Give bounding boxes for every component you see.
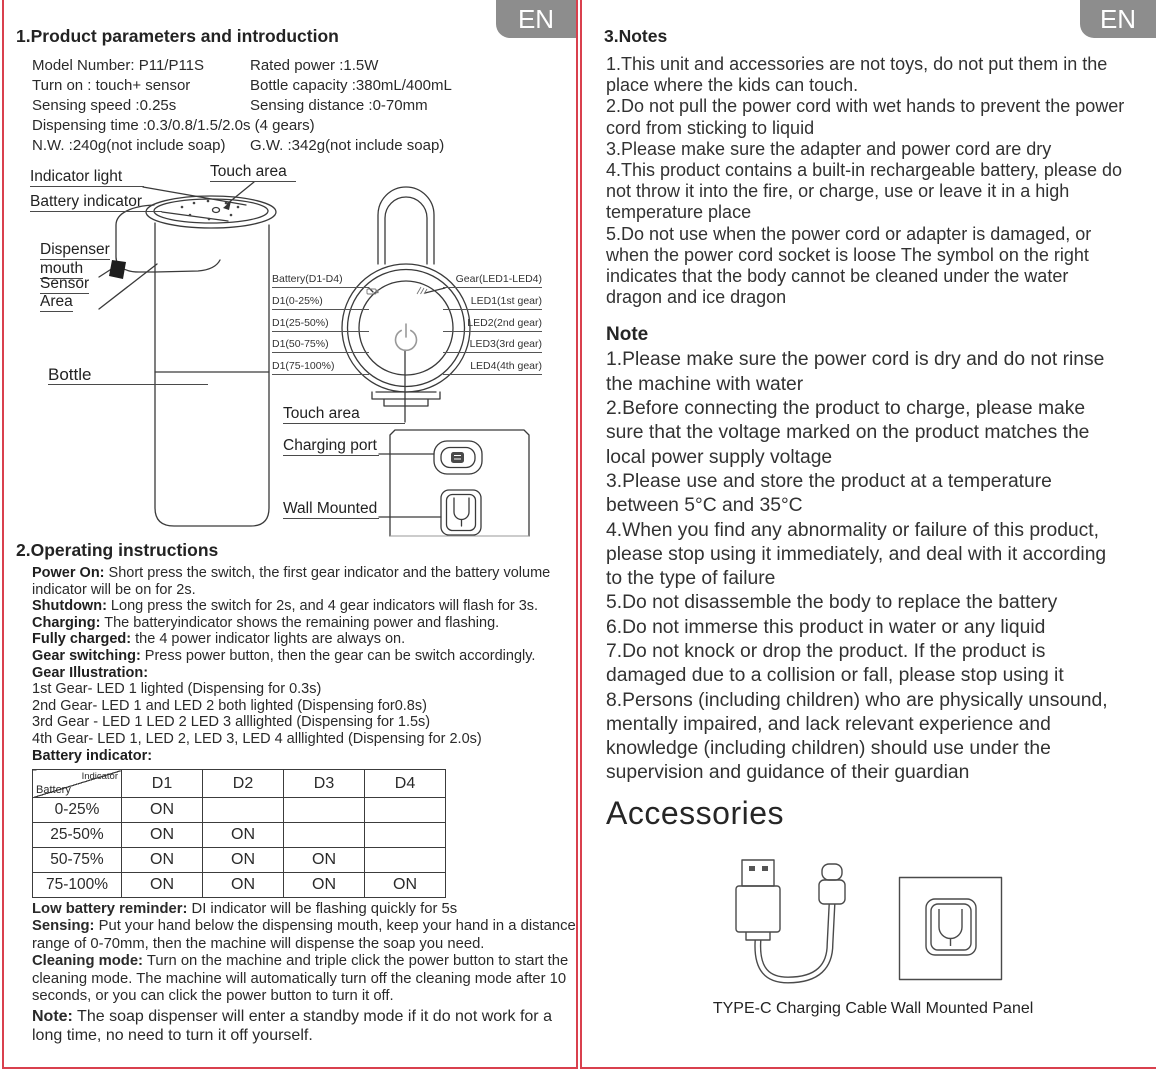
table-row: 75-100% ON ON ON ON — [33, 873, 446, 898]
section3-title: 3.Notes — [604, 26, 668, 46]
label-gear-led-4: LED4(4th gear) — [443, 360, 542, 375]
table-row: 50-75% ON ON ON — [33, 848, 446, 873]
label-gear-led-1: LED1(1st gear) — [443, 295, 542, 310]
instruction-line: Power On: Short press the switch, the first gear indicator and the battery volume indicator will be on for 2s. — [32, 565, 551, 598]
instruction-line: Fully charged: the 4 power indicator lights are always on. — [32, 631, 406, 648]
param-speed: Sensing speed :0.25s — [32, 97, 177, 114]
note-item: 1.Please make sure the power cord is dry and do not rinse the machine with water — [606, 349, 1105, 395]
table-corner-cell: Indicator Battery — [33, 770, 122, 798]
param-capacity: Bottle capacity :380mL/400mL — [250, 77, 452, 94]
note-item: 5.Do not disassemble the body to replace the battery — [606, 592, 1058, 614]
language-tab-right: EN — [1080, 0, 1156, 38]
table-header-row — [33, 770, 446, 798]
param-row — [32, 76, 562, 96]
label-touch-area-bottom: Touch area — [283, 405, 405, 424]
usb-a-plug-icon — [742, 860, 774, 886]
table-row: 25-50% ON ON — [33, 823, 446, 848]
language-tab-left: EN — [496, 0, 576, 38]
label-battery-level-1: D1(0-25%) — [272, 295, 369, 310]
label-charging-port: Charging port — [283, 437, 379, 456]
param-distance: Sensing distance :0-70mm — [250, 97, 428, 114]
page-right — [580, 0, 1156, 1069]
notes-text — [606, 54, 1127, 786]
column-header-d2: D2 — [203, 770, 284, 798]
gear-line: 2nd Gear- LED 1 and LED 2 both lighted (Dispensing for0.8s) — [32, 697, 427, 714]
instruction-line: Gear Illustration: — [32, 664, 149, 681]
label-battery-level-3: D1(50-75%) — [272, 338, 369, 353]
notes-item: 5.Do not use when the power cord or adapter is damaged, or when the power cord socket is loose The symbol on the right indicates that the body cannot be cleaned under the water dragon and ice dragon — [606, 223, 1092, 308]
note-item: 8.Persons (including children) who are physically unsound, mentally impaired, and lack relevant experience and knowledge (including children) should use under the supervision and guidance of their guardian — [606, 689, 1108, 784]
gear-line: 4th Gear- LED 1, LED 2, LED 3, LED 4 alllighted (Dispensing for 2.0s) — [32, 730, 482, 747]
note-line: Sensing: Put your hand below the dispensing mouth, keep your hand in a distance range of 0-70mm, then the machine will dispense the soap you need. — [32, 918, 576, 952]
label-sensor-area-1: Sensor — [40, 275, 90, 292]
param-row — [32, 96, 562, 116]
note-line: Note: The soap dispenser will enter a standby mode if it do not work for a long time, no need to turn it off yourself. — [32, 1008, 552, 1045]
table-row: 0-25% ON — [33, 798, 446, 823]
label-battery-level-4: D1(75-100%) — [272, 360, 369, 375]
type-c-cable-illustration — [710, 858, 890, 990]
label-gear-led-2: LED2(2nd gear) — [443, 317, 542, 332]
label-dispenser-mouth-2: mouth — [40, 260, 84, 277]
notes-item: 1.This unit and accessories are not toys, do not put them in the place where the kids can touch. — [606, 54, 1108, 96]
gear-line: 3rd Gear - LED 1 LED 2 LED 3 alllighted (Dispensing for 1.5s) — [32, 714, 431, 731]
section1-title: 1.Product parameters and introduction — [16, 26, 339, 46]
notes-item: 2.Do not pull the power cord with wet hands to prevent the power cord from sticking to liquid — [606, 96, 1125, 138]
charging-port-icon — [451, 452, 464, 463]
param-row — [32, 56, 562, 76]
label-sensor-area-2: Area — [40, 293, 73, 310]
label-battery-group: Battery(D1-D4) — [272, 273, 369, 288]
power-icon — [395, 324, 416, 350]
cable-caption: TYPE-C Charging Cable — [712, 1000, 888, 1017]
param-power: Rated power :1.5W — [250, 57, 379, 74]
note-line: Cleaning mode: Turn on the machine and triple click the power button to start the cleaning mode. The machine will automatically turn off the cleaning mode after 10 seconds, or you can click the power button to turn it off. — [32, 953, 569, 1005]
dispenser-nozzle — [109, 260, 126, 279]
note-item: 4.When you find any abnormality or failure of this product, please stop using it immediately, and deal with it according to the type of failure — [606, 519, 1107, 590]
additional-notes — [32, 901, 582, 1045]
param-turnon: Turn on : touch+ sensor — [32, 77, 191, 94]
notes-item: 3.Please make sure the adapter and power cord are dry — [606, 138, 1052, 159]
param-gw: G.W. :342g(not include soap) — [250, 137, 445, 154]
label-gear-led-3: LED3(3rd gear) — [443, 338, 542, 353]
instruction-line: Charging: The batteryindicator shows the remaining power and flashing. — [32, 614, 500, 631]
label-gear-group: Gear(LED1-LED4) — [443, 273, 542, 288]
accessories-title: Accessories — [606, 795, 784, 831]
usb-c-plug-icon — [822, 864, 842, 880]
product-diagrams — [4, 163, 576, 540]
label-dispenser-mouth-1: Dispenser — [40, 241, 110, 258]
note-item: 7.Do not knock or drop the product. If the product is damaged due to a collision or fall, please stop using it — [606, 641, 1064, 687]
label-indicator-light: Indicator light — [30, 168, 144, 187]
label-wall-mounted: Wall Mounted — [283, 500, 378, 517]
operating-instructions — [32, 565, 580, 764]
param-row — [32, 136, 562, 156]
label-battery-indicator: Battery indicator — [30, 193, 162, 212]
note-item: 6.Do not immerse this product in water or any liquid — [606, 616, 1046, 638]
param-nw: N.W. :240g(not include soap) — [32, 137, 226, 154]
wall-panel-illustration — [898, 876, 1003, 981]
param-model: Model Number: P11/P11S — [32, 57, 205, 74]
battery-indicator-heading: Battery indicator: — [32, 747, 153, 764]
page-left — [2, 0, 578, 1069]
gear-line: 1st Gear- LED 1 lighted (Dispensing for 0.3s) — [32, 681, 322, 698]
param-dispensing: Dispensing time :0.3/0.8/1.5/2.0s (4 gears) — [32, 117, 315, 134]
label-touch-area-top: Touch area — [210, 163, 296, 182]
param-row — [32, 116, 562, 136]
note-item: 3.Please use and store the product at a temperature between 5°C and 35°C — [606, 470, 1052, 517]
label-battery-level-2: D1(25-50%) — [272, 317, 369, 332]
note-subtitle: Note — [606, 324, 649, 346]
note-item: 2.Before connecting the product to charge, please make sure that the voltage marked on the product matches the local power supply voltage — [606, 398, 1090, 468]
notes-item: 4.This product contains a built-in rechargeable battery, please do not throw it into the fire, or charge, use or leave it in a high temperature place — [606, 160, 1122, 223]
column-header-d3: D3 — [284, 770, 365, 798]
product-parameters — [32, 56, 562, 156]
battery-indicator-table — [32, 769, 446, 898]
instruction-line: Gear switching: Press power button, then the gear can be switch accordingly. — [32, 647, 536, 664]
note-line: Low battery reminder: DI indicator will be flashing quickly for 5s — [32, 901, 458, 917]
column-header-d1: D1 — [122, 770, 203, 798]
label-bottle: Bottle — [48, 366, 208, 385]
instruction-line: Shutdown: Long press the switch for 2s, and 4 gear indicators will flash for 3s. — [32, 598, 539, 615]
column-header-d4: D4 — [365, 770, 446, 798]
section2-title: 2.Operating instructions — [16, 540, 219, 560]
panel-caption: Wall Mounted Panel — [890, 1000, 1034, 1017]
